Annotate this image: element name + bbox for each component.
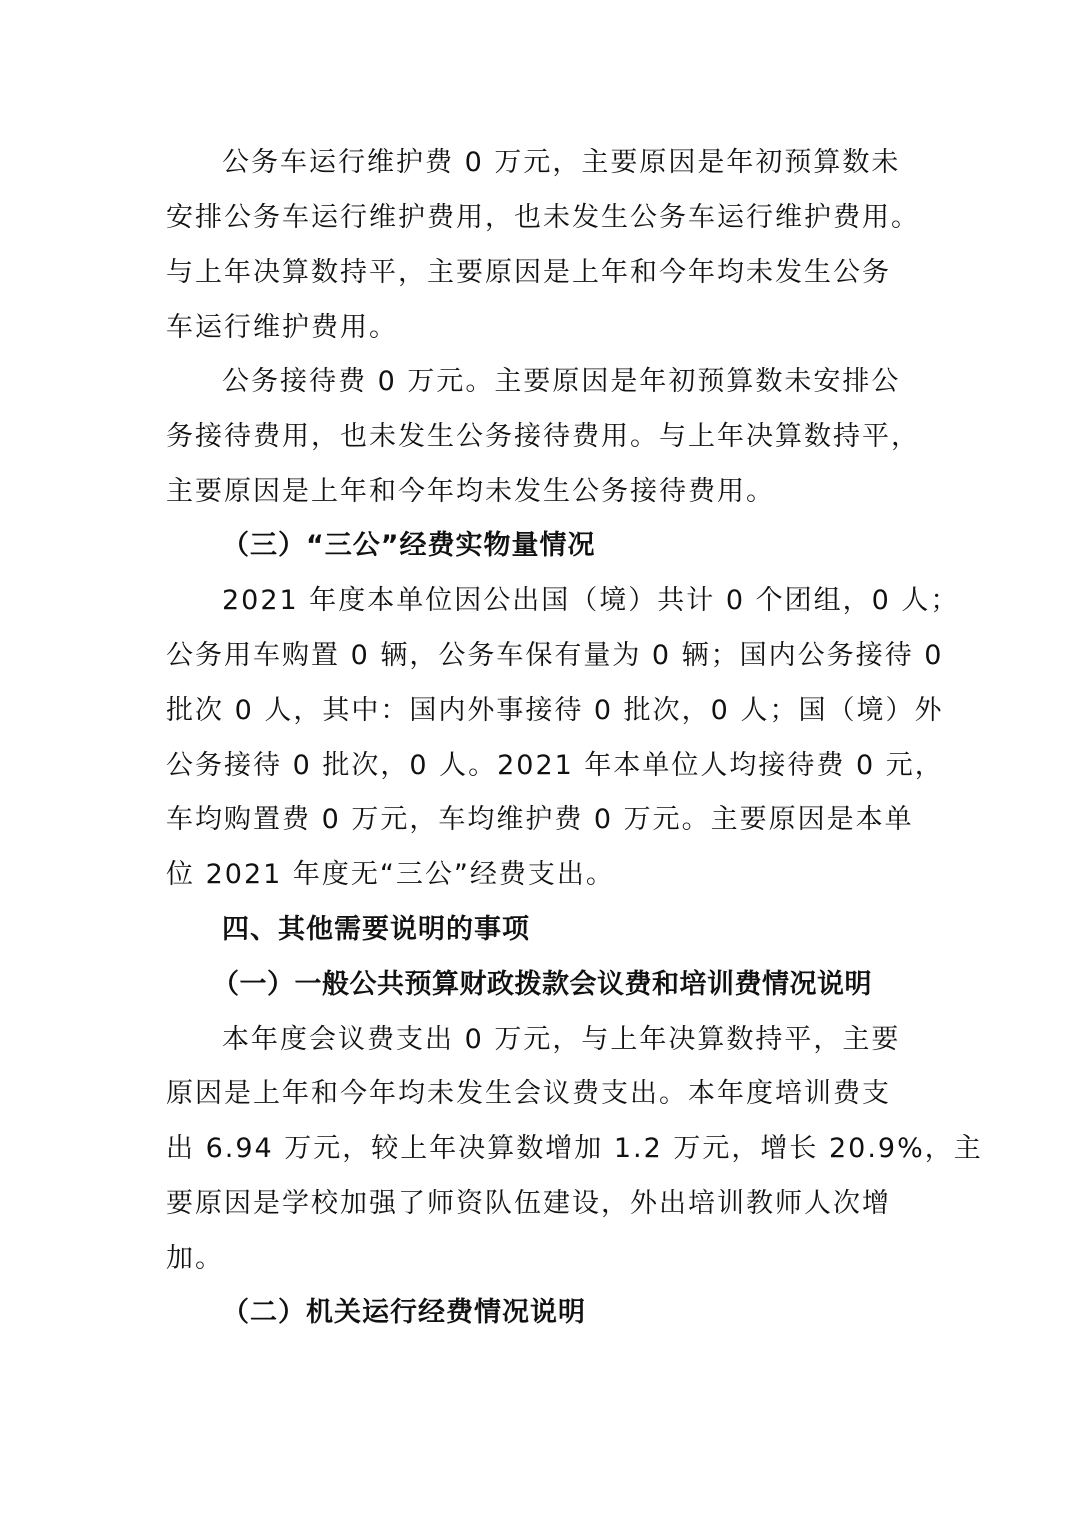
paragraph-line: 原因是上年和今年均未发生会议费支出。本年度培训费支 bbox=[166, 1078, 891, 1109]
paragraph-line: 本年度会议费支出 0 万元，与上年决算数持平，主要 bbox=[222, 1024, 901, 1055]
paragraph-line: 加。 bbox=[166, 1243, 224, 1274]
paragraph-line: 公务接待 0 批次，0 人。2021 年本单位人均接待费 0 元， bbox=[166, 750, 944, 781]
section-heading-operating-expenses: （二）机关运行经费情况说明 bbox=[222, 1297, 586, 1328]
paragraph-line: 安排公务车运行维护费用，也未发生公务车运行维护费用。 bbox=[166, 202, 920, 233]
paragraph-line: 车均购置费 0 万元，车均维护费 0 万元。主要原因是本单 bbox=[166, 804, 914, 835]
paragraph-line: 公务接待费 0 万元。主要原因是年初预算数未安排公 bbox=[222, 366, 901, 397]
paragraph-line: 2021 年度本单位因公出国（境）共计 0 个团组，0 人； bbox=[222, 585, 960, 616]
section-heading-meeting-training-fees: （一）一般公共预算财政拨款会议费和培训费情况说明 bbox=[212, 969, 872, 1000]
section-heading-other-matters: 四、其他需要说明的事项 bbox=[222, 914, 530, 945]
paragraph-line: 位 2021 年度无“三公”经费支出。 bbox=[166, 859, 615, 890]
paragraph-line: 批次 0 人，其中：国内外事接待 0 批次，0 人；国（境）外 bbox=[166, 695, 944, 726]
paragraph-line: 务接待费用，也未发生公务接待费用。与上年决算数持平， bbox=[166, 421, 920, 452]
section-heading-three-public-quantity: （三）“三公”经费实物量情况 bbox=[222, 530, 596, 561]
paragraph-line: 与上年决算数持平，主要原因是上年和今年均未发生公务 bbox=[166, 257, 891, 288]
paragraph-line: 出 6.94 万元，较上年决算数增加 1.2 万元，增长 20.9%，主 bbox=[166, 1133, 983, 1164]
paragraph-line: 公务车运行维护费 0 万元，主要原因是年初预算数未 bbox=[222, 147, 901, 178]
paragraph-line: 公务用车购置 0 辆，公务车保有量为 0 辆；国内公务接待 0 bbox=[166, 640, 944, 671]
paragraph-line: 车运行维护费用。 bbox=[166, 312, 398, 343]
paragraph-line: 要原因是学校加强了师资队伍建设，外出培训教师人次增 bbox=[166, 1188, 891, 1219]
paragraph-line: 主要原因是上年和今年均未发生公务接待费用。 bbox=[166, 476, 775, 507]
